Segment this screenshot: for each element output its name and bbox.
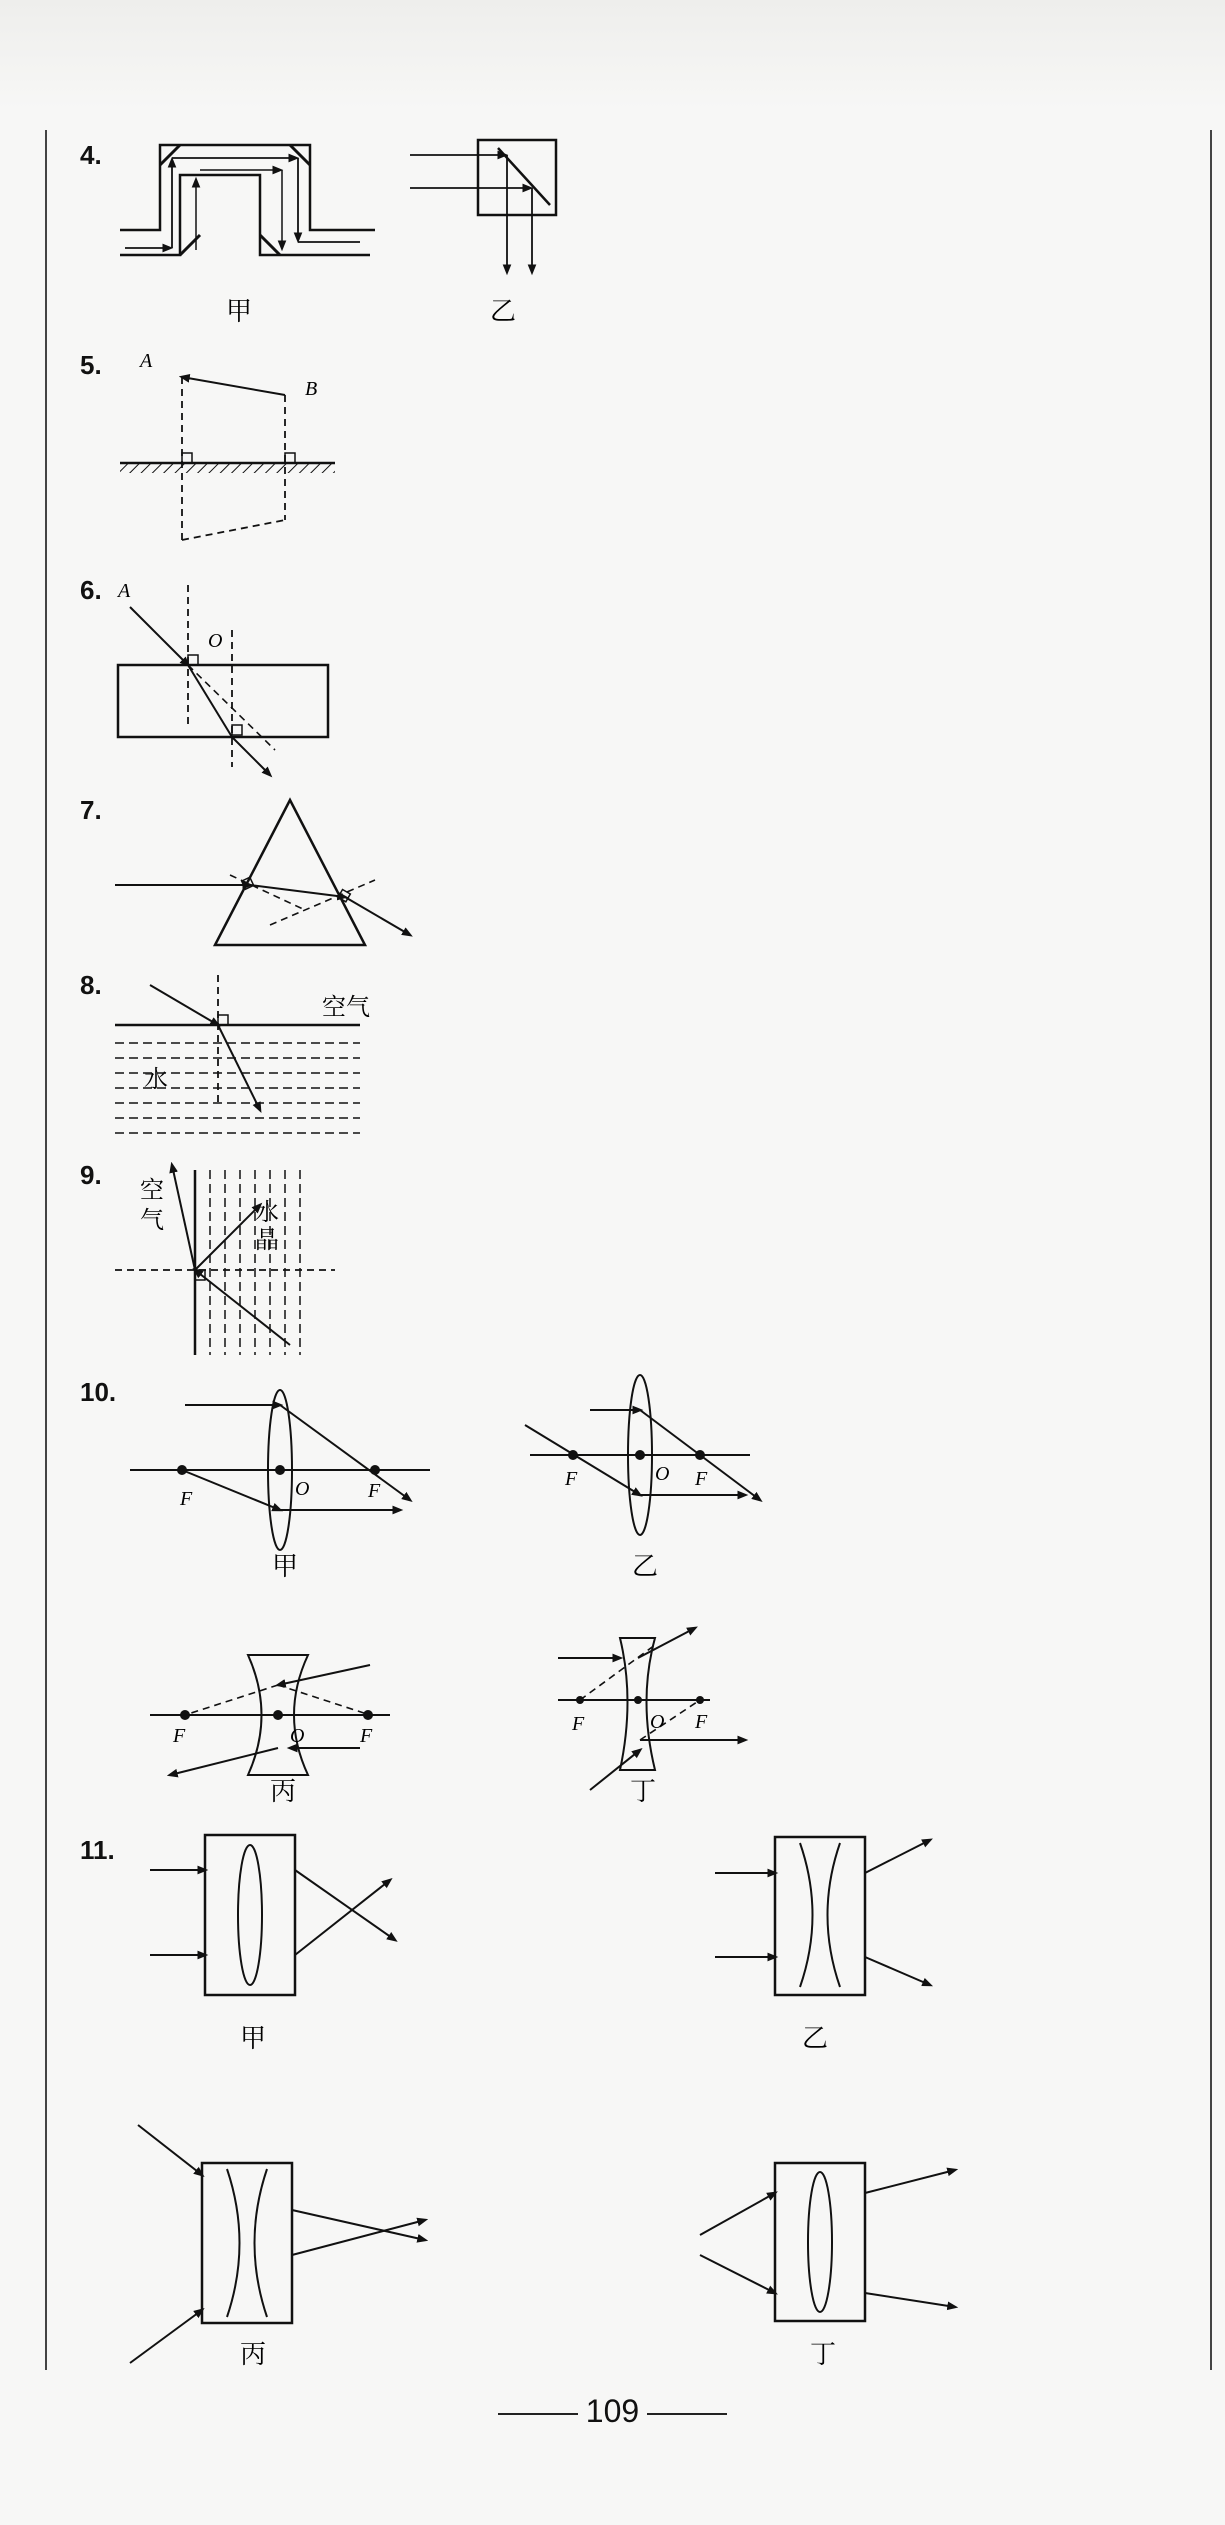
f-label: F [695,1711,708,1733]
point-a-label: A [140,350,153,372]
footer-rule-right [647,2413,727,2415]
label-air: 空气 [322,995,370,1021]
page-footer [0,2393,1225,2430]
problem-11-caption-bing: 丙 [240,2340,267,2369]
o-label: O [295,1478,310,1500]
problem-11-caption-yi: 乙 [802,2024,829,2053]
problem-7-number: 7. [80,795,102,825]
problem-6-figure [110,575,350,785]
problem-8-number: 8. [80,970,102,1000]
problem-6-point-a: A [118,580,131,602]
label-crystal-2: 晶 [255,1228,279,1254]
problem-8-figure [110,975,400,1145]
label-air-2: 气 [140,1208,164,1234]
label-air-1: 空 [140,1178,164,1204]
problem-11-number: 11. [80,1835,115,1865]
label-crystal-1: 水 [255,1200,279,1226]
f-label: F [173,1725,186,1747]
problem-10-caption-yi: 乙 [632,1552,659,1581]
problem-6-point-o: O [208,630,223,652]
problem-4-number: 4. [80,140,102,170]
problem-6-number: 6. [80,575,102,605]
problem-4-caption-jia: 甲 [226,297,253,326]
problem-4-caption-yi: 乙 [490,297,517,326]
f-label: F [180,1488,193,1510]
f-label: F [360,1725,373,1747]
problem-10-figure [110,1370,790,1820]
problem-9-number: 9. [80,1160,102,1190]
problem-4-figure [110,130,590,330]
f-label: F [695,1468,708,1490]
problem-9-figure [110,1160,350,1360]
problem-11-caption-jia: 甲 [240,2024,267,2053]
problem-11-caption-ding: 丁 [810,2340,837,2369]
f-label: F [368,1480,381,1502]
problem-5-number: 5. [80,350,102,380]
problem-10-caption-bing: 丙 [270,1777,297,1806]
problem-11-figure [110,1815,1120,2375]
o-label: O [655,1463,670,1485]
f-label: F [565,1468,578,1490]
problem-5-figure [110,345,370,565]
f-label: F [572,1713,585,1735]
label-water: 水 [144,1067,168,1093]
problem-10-caption-jia: 甲 [272,1552,299,1581]
o-label: O [290,1725,305,1747]
problem-7-figure [110,795,430,965]
page-number: 109 [585,2393,640,2429]
problem-10-caption-ding: 丁 [630,1777,657,1806]
point-b-label: B [305,378,318,400]
problem-10-number: 10. [80,1377,117,1407]
o-label: O [650,1711,665,1733]
left-margin-line [45,130,47,2370]
right-margin-line [1210,130,1212,2370]
footer-rule-left [498,2413,578,2415]
page-top-shade [0,0,1225,110]
